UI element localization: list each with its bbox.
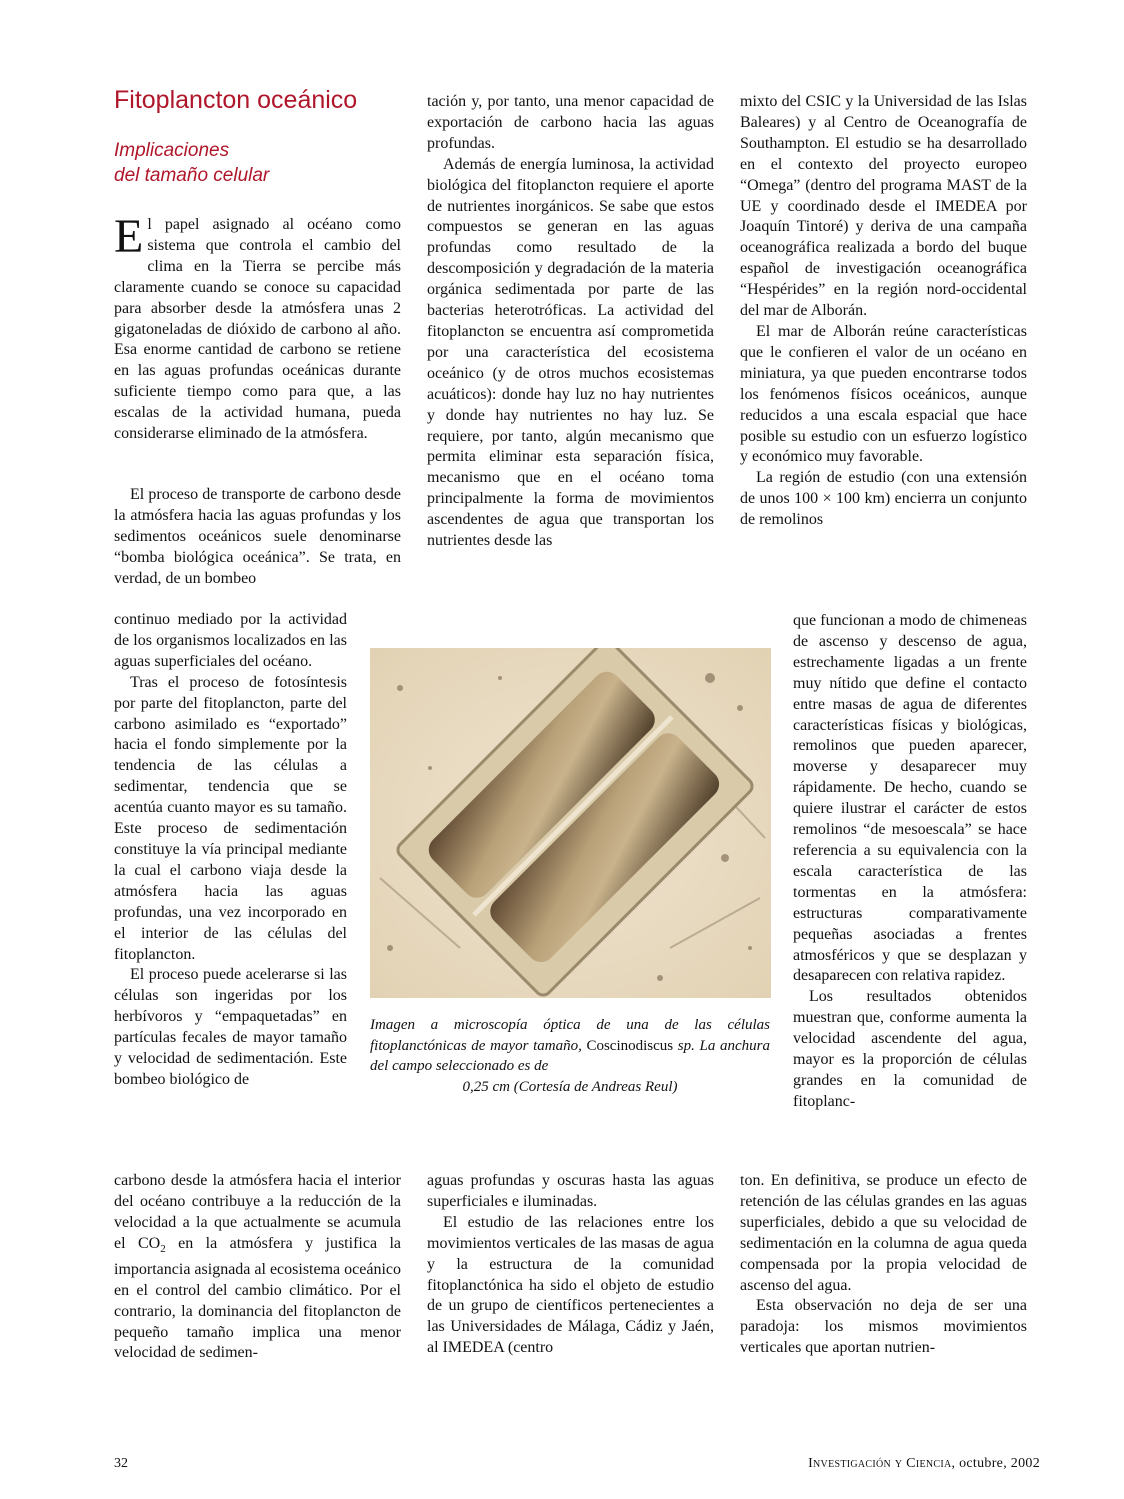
col2-paragraph-3: aguas profundas y oscuras hasta las aguas superficiales e iluminadas. (427, 1172, 714, 1210)
col3-para3-a: La región de estudio (con una extensión de unos 100 × 100 km) encierra un conjunto de remolinos (740, 469, 1027, 529)
col1-para4-a: El proceso puede acelerarse si las células son ingeridas por los herbívoros y “empaquetadas” en partículas fecales de mayor tamaño y velocidad de sedimentación. Este bombeo biológico de (114, 966, 347, 1088)
col1-paragraph-3: Tras el proceso de fotosíntesis por parte del fitoplancton, parte del carbono asimilado es “exportado” hacia el fondo simplemente por la tendencia de las células a sedimentar, tendencia que se acentúa cuanto mayor es su tamaño. Este proceso de sedimentación constituye la vía principal mediante la cual el carbono viaja desde la atmósfera hacia las aguas profundas, una vez incorporado en el interior de las células del fitoplancton. (114, 673, 347, 963)
col3-paragraph-5: Esta observación no deja de ser una paradoja: los mismos movimientos verticales que aportan nutrien- (740, 1297, 1027, 1357)
article-title: Fitoplancton oceánico (114, 86, 358, 114)
column-1-mid (114, 485, 401, 590)
col3-para4-b: ton. En definitiva, se produce un efecto de retención de las células grandes en las aguas superficiales, debido a que su velocidad de sedimentación en la columna de agua queda compensada por la propia velocidad de ascenso del agua. (740, 1172, 1027, 1294)
column-3-top (740, 92, 1027, 531)
figure-caption: Imagen a microscopía óptica de una de las células fitoplanctónicas de mayor tamaño, Coscinodiscus sp. La anchura del campo seleccionado es de 0,25 cm (Cortesía de Andreas Reul) (370, 1017, 770, 1095)
col3-paragraph-2: El mar de Alborán reúne características que le confieren el valor de un océano en miniatura, ya que pueden encontrarse todos los fenómenos físicos oceánicos, aunque reducidos a una escala espacial que hace posible su estudio con un esfuerzo logístico y económico muy favorable. (740, 322, 1027, 466)
col2-paragraph-2: Además de energía luminosa, la actividad biológica del fitoplancton requiere el aporte de nutrientes inorgánicos. Se sabe que estos compuestos se generan en las aguas profundas como resultado de la descomposición y degradación de la materia orgánica sedimentada por parte de las bacterias heterotróficas. La actividad del fitoplancton se encuentra así comprometida por una característica del ecosistema oceánico (y de otros muchos ecosistemas acuáticos): donde hay luz no hay nutrientes y donde hay nutrientes no hay luz. Se requiere, por tanto, algún mecanismo que permita eliminar esta separación física, mecanismo que en el océano toma principalmente la forma de movimientos ascendentes de agua que transportan los nutrientes desde las (427, 155, 714, 550)
species-name: Coscinodiscus (586, 1037, 674, 1054)
drop-cap: E (114, 210, 144, 263)
publication-footer: Investigación y Ciencia, octubre, 2002 (808, 1456, 1040, 1471)
col1-para2-a: El proceso de transporte de carbono desde la atmósfera hacia las aguas profundas y los sedimentos oceánicos suele denominarse “bomba biológica oceánica”. Se trata, en verdad, de un bombeo (114, 486, 401, 587)
page-number: 32 (114, 1456, 128, 1471)
column-3-narrow (793, 611, 1027, 1113)
column-1-narrow (114, 610, 347, 1091)
article-subtitle (114, 138, 404, 188)
column-1-top (114, 210, 401, 445)
col1-paragraph-1: El papel asignado al océano como sistema que controla el cambio del clima en la Tierra se percibe más claramente cuando se conoce su capacidad para absorber desde la atmósfera unas 2 gigatoneladas de dióxido de carbono al año. Esa enorme cantidad de carbono se retiene en las aguas profundas oceánicas durante suficiente tiempo como para que, a las escalas de la actividad humana, pueda considerarse eliminado de la atmósfera. (114, 210, 401, 443)
coscinodiscus-micrograph (370, 648, 771, 998)
microscopy-figure (370, 648, 771, 998)
col1-para4-b: carbono desde la atmósfera hacia el interior del océano contribuye a la reducción de la velocidad a la que actualmente se acumula el $CO_2$ en la atmósfera y justifica la importancia asignada al ecosistema oceánico en el control del cambio climático. Por el contrario, la dominancia del fitoplancton de pequeño tamaño implica una menor velocidad de sedimen- (114, 1172, 402, 1362)
subtitle-line-1: Implicaciones (114, 140, 230, 161)
column-3-bottom (740, 1171, 1027, 1359)
column-1-bottom (114, 1171, 401, 1364)
col3-paragraph-1: mixto del CSIC y la Universidad de las Islas Baleares) y al Centro de Oceanografía de Southampton. El estudio se ha desarrollado en el contexto del proyecto europeo “Omega” (dentro del programa MAST de la UE y coordinado desde el IMEDEA por Joaquín Tintoré) y deriva de una campaña oceanográfica realizada a bordo del buque español de investigación oceanográfica “Hespérides” en la región nord-occidental del mar de Alborán. (740, 93, 1027, 320)
col2-paragraph-1: tación y, por tanto, una menor capacidad de exportación de carbono hacia las aguas profundas. (427, 93, 714, 152)
subtitle-line-2: del tamaño celular (114, 165, 270, 186)
col3-para4-a: Los resultados obtenidos muestran que, conforme aumenta la velocidad ascendente del agua, mayor es la proporción de células grandes en la comunidad de fitoplanc- (793, 988, 1027, 1110)
col2-paragraph-4: El estudio de las relaciones entre los movimientos verticales de las masas de agua y la estructura de la comunidad fitoplanctónica ha sido el objeto de estudio de un grupo de científicos pertenecientes a las Universidades de Málaga, Cádiz y Jaén, al IMEDEA (centro (427, 1213, 714, 1357)
col1-para2-b: continuo mediado por la actividad de los organismos localizados en las aguas superficiales del océano. (114, 611, 347, 670)
column-2-top (427, 92, 714, 552)
col3-para3-b: que funcionan a modo de chimeneas de ascenso y descenso de agua, estrechamente ligadas a un frente muy nítido que define el contacto entre masas de agua de diferentes características físicas y biológicas, remolinos que pueden aparecer, moverse y desaparecer muy rápidamente. De hecho, cuando se quiere ilustrar el carácter de estos remolinos “de mesoescala” se hace referencia a su equivalencia con la escala característica de las tormentas en la atmósfera: estructuras comparativamente pequeñas asociadas a frentes atmosféricos y que se desplazan y desaparecen con relativa rapidez. (793, 612, 1027, 985)
column-2-bottom (427, 1171, 714, 1359)
